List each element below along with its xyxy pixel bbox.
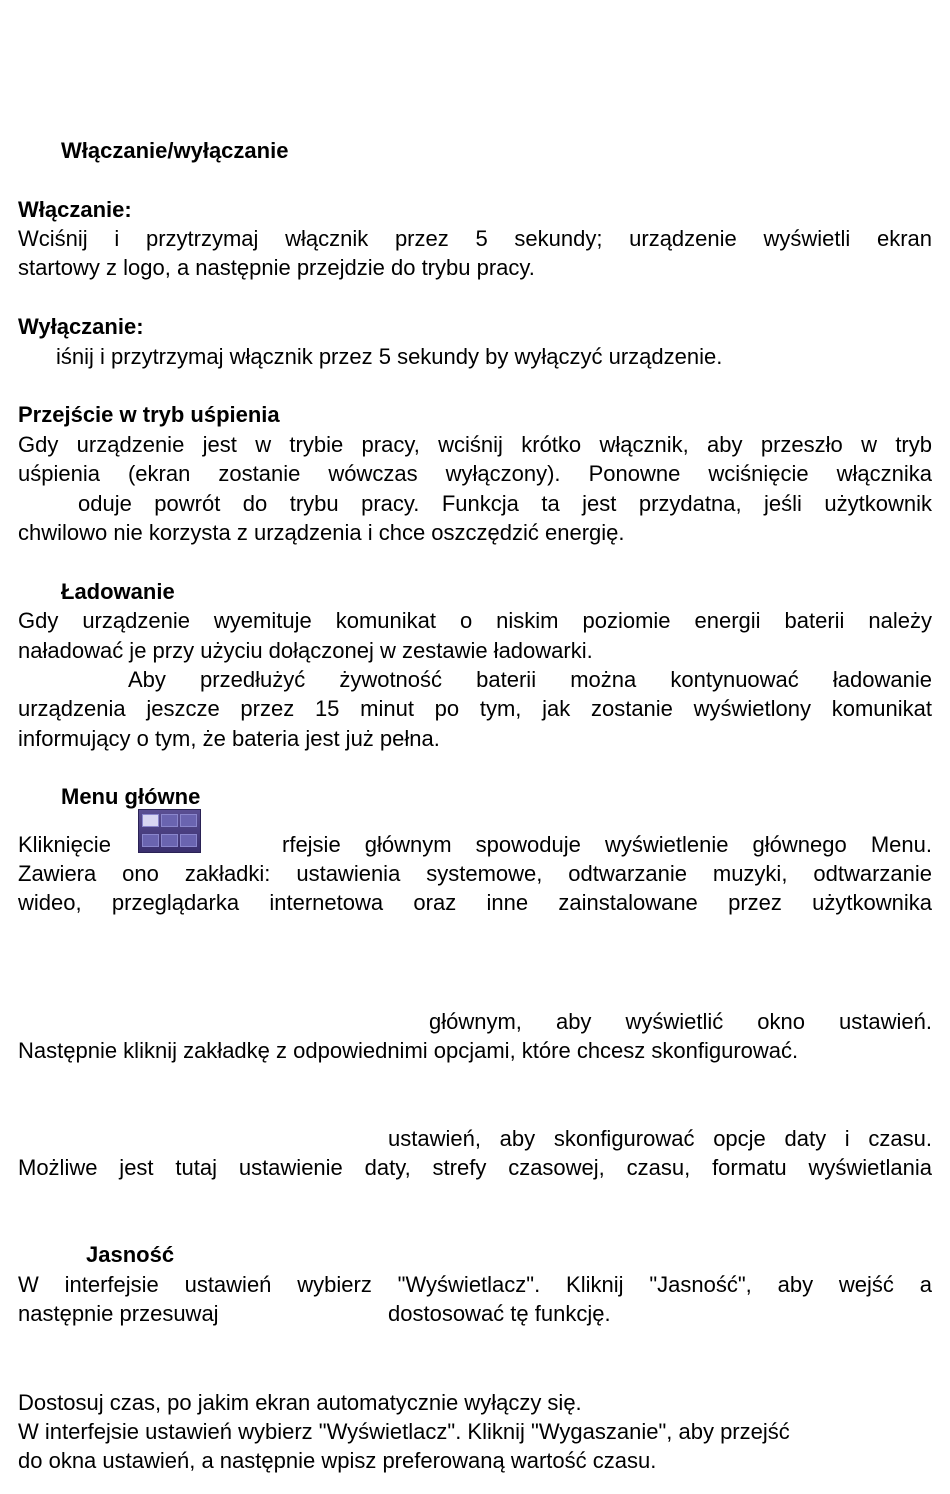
paragraph-line: ustawień, aby skonfigurować opcje daty i czasu. [388,1126,932,1151]
paragraph-line: W interfejsie ustawień wybierz "Wyświetlacz". Kliknij "Jasność", aby wejść a [18,1272,932,1297]
paragraph-line: dostosować tę funkcję. [388,1301,611,1326]
paragraph-line: następnie przesuwaj [18,1301,219,1326]
paragraph-line: Aby przedłużyć żywotność baterii można kontynuować ładowanie [128,667,932,692]
section-heading-main-menu: Menu główne [61,784,201,809]
paragraph-line: rfejsie głównym spowoduje wyświetlenie głównego Menu. [282,832,932,857]
section-heading-sleep: Przejście w tryb uśpienia [18,402,280,427]
paragraph-line: Możliwe jest tutaj ustawienie daty, strefy czasowej, czasu, formatu wyświetlania [18,1155,932,1180]
paragraph-line: głównym, aby wyświetlić okno ustawień. [429,1009,932,1034]
paragraph-line: Gdy urządzenie wyemituje komunikat o niskim poziomie energii baterii należy [18,608,932,633]
section-heading-brightness: Jasność [86,1242,175,1267]
menu-grid-icon [138,809,201,853]
paragraph-line: iśnij i przytrzymaj włącznik przez 5 sekundy by wyłączyć urządzenie. [56,344,723,369]
paragraph-line: W interfejsie ustawień wybierz "Wyświetlacz". Kliknij "Wygaszanie", aby przejść [18,1419,790,1444]
subheading-power-on: Włączanie: [18,197,132,222]
paragraph-line: oduje powrót do trybu pracy. Funkcja ta jest przydatna, jeśli użytkownik [78,491,932,516]
paragraph-line: informujący o tym, że bateria jest już pełna. [18,726,440,751]
section-heading-power: Włączanie/wyłączanie [61,138,289,163]
paragraph-line: startowy z logo, a następnie przejdzie do trybu pracy. [18,255,535,280]
paragraph-line: wideo, przeglądarka internetowa oraz inne zainstalowane przez użytkownika [18,890,932,915]
paragraph-line: naładować je przy użyciu dołączonej w zestawie ładowarki. [18,638,593,663]
paragraph-line: do okna ustawień, a następnie wpisz preferowaną wartość czasu. [18,1448,657,1473]
paragraph-line: Kliknięcie [18,832,111,857]
paragraph-line: Zawiera ono zakładki: ustawienia systemowe, odtwarzanie muzyki, odtwarzanie [18,861,932,886]
paragraph-line: Wciśnij i przytrzymaj włącznik przez 5 sekundy; urządzenie wyświetli ekran [18,226,932,251]
subheading-power-off: Wyłączanie: [18,314,144,339]
paragraph-line: Dostosuj czas, po jakim ekran automatycznie wyłączy się. [18,1390,582,1415]
paragraph-line: chwilowo nie korzysta z urządzenia i chce oszczędzić energię. [18,520,625,545]
paragraph-line: Gdy urządzenie jest w trybie pracy, wciśnij krótko włącznik, aby przeszło w tryb [18,432,932,457]
paragraph-line: urządzenia jeszcze przez 15 minut po tym, jak zostanie wyświetlony komunikat [18,696,932,721]
paragraph-line: Następnie kliknij zakładkę z odpowiednimi opcjami, które chcesz skonfigurować. [18,1038,799,1063]
section-heading-charging: Ładowanie [61,579,175,604]
paragraph-line: uśpienia (ekran zostanie wówczas wyłączony). Ponowne wciśnięcie włącznika [18,461,932,486]
